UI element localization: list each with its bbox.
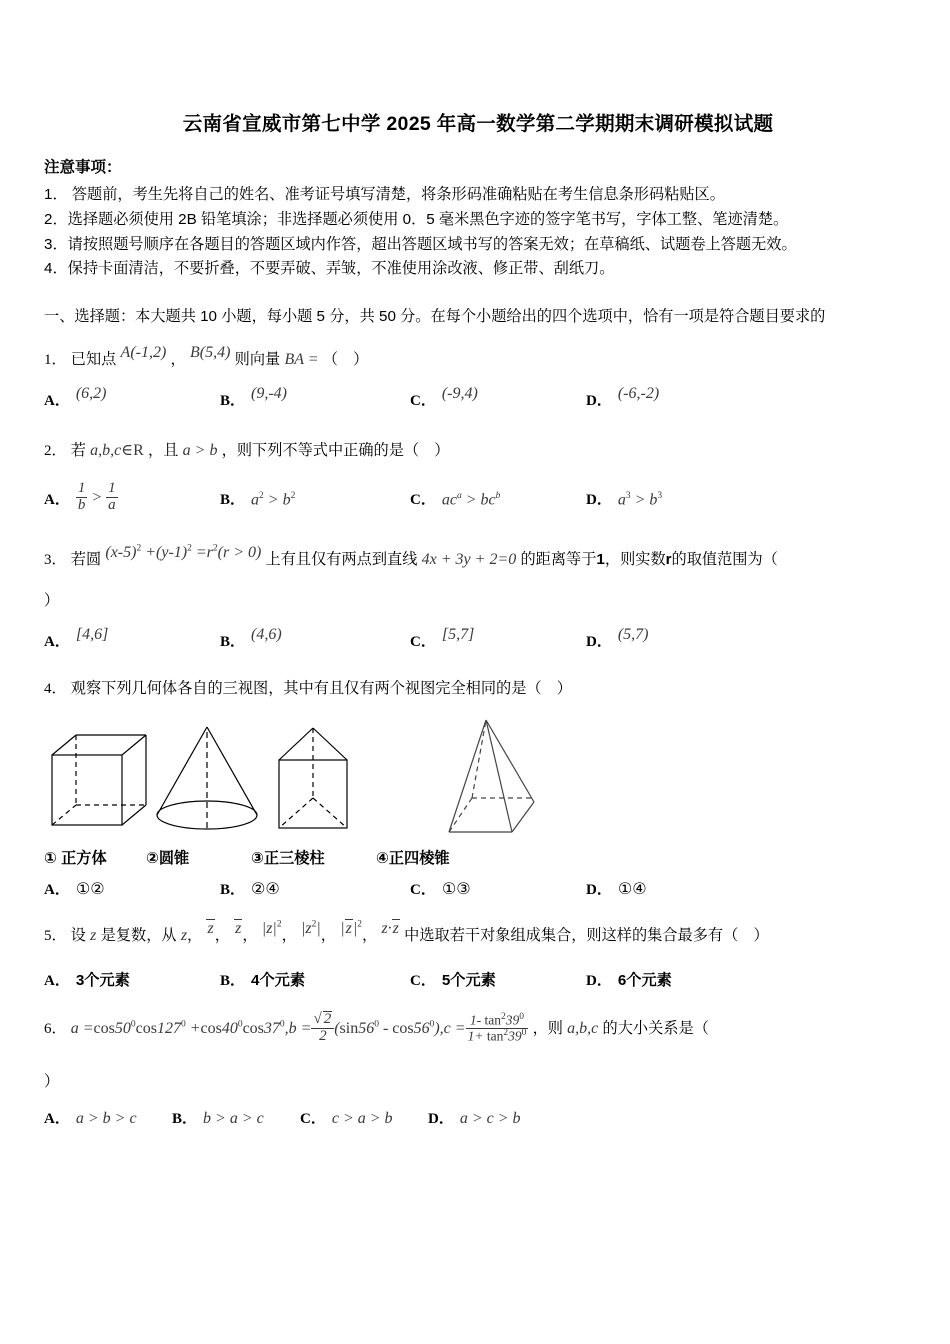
- question-1-point-a: A(-1,2): [120, 343, 167, 361]
- question-2: [44, 436, 912, 515]
- question-1-text-pre: 已知点: [70, 350, 117, 368]
- option-a-value: (6,2): [75, 385, 107, 403]
- option-a[interactable]: [44, 385, 220, 410]
- question-2-text-pre: 若: [70, 442, 86, 460]
- option-b-value: 4个元素: [251, 972, 306, 990]
- cone-figure: [157, 727, 257, 829]
- figure-caption-3: ③正三棱柱: [251, 850, 325, 868]
- option-c-value: (-9,4): [441, 385, 478, 403]
- question-5-text-post: 中选取若干对象组成集合，则这样的集合最多有（ ）: [404, 927, 769, 945]
- option-c-value: ①③: [441, 879, 471, 899]
- question-4-stem: [44, 675, 912, 704]
- option-c[interactable]: [410, 969, 586, 990]
- question-5-number: 5．: [44, 928, 67, 945]
- option-d-label: D．: [586, 973, 612, 990]
- option-c-label: C．: [410, 393, 436, 410]
- option-c-value: 5个元素: [441, 972, 496, 990]
- question-6-options: [44, 1107, 912, 1128]
- question-3-text-mid2: 的距离等于1，则实数r的取值范围为（: [520, 550, 778, 568]
- option-b-value: ②④: [251, 879, 280, 899]
- question-4-number: 4．: [44, 681, 67, 698]
- option-b-label: B．: [220, 634, 246, 651]
- question-5-stem: 5． 设 z 是复数，从 z， z， z， $|z|^2$， $|z^2|$， $|z|^2$， z·z 中选取若干对象组成集合，则这样的集合最多有（ ）: [44, 919, 769, 945]
- option-c-label: C．: [410, 973, 436, 990]
- option-c[interactable]: [410, 878, 586, 899]
- question-1-vector: BA =: [284, 350, 319, 368]
- question-1-point-b: B(5,4): [189, 343, 231, 361]
- option-b-value: (9,-4): [251, 385, 287, 403]
- question-5-var-z: z: [90, 927, 97, 945]
- option-b[interactable]: [220, 488, 410, 509]
- option-c[interactable]: [300, 1107, 428, 1128]
- notice-item: 4．保持卡面清洁，不要折叠，不要弄破、弄皱，不准使用涂改液、修正带、刮纸刀。: [44, 260, 615, 278]
- option-b-label: B．: [220, 393, 246, 410]
- option-a[interactable]: [44, 878, 220, 899]
- figure-caption-4: ④正四棱锥: [376, 850, 450, 868]
- option-d-label: D．: [428, 1110, 454, 1127]
- option-a[interactable]: [44, 969, 220, 990]
- option-a-label: A．: [44, 973, 70, 990]
- question-3-circle-equation: $(x-5)^2 +(y-1)^2 =r^2(r > 0)$: [105, 543, 262, 561]
- question-3-text-pre: 若圆: [70, 550, 102, 568]
- option-d-label: D．: [586, 882, 612, 899]
- option-c[interactable]: [410, 626, 586, 651]
- question-2-options: [44, 482, 912, 515]
- option-b-value: b > a > c: [203, 1109, 264, 1127]
- question-3-stem: [44, 545, 912, 575]
- question-5-term-7: z·z: [381, 920, 399, 938]
- option-b-label: B．: [220, 492, 246, 509]
- option-d-value: (5,7): [617, 626, 649, 644]
- figure-caption-2: ②圆锥: [146, 850, 190, 868]
- question-6-text-mid: ，则: [532, 1020, 563, 1038]
- option-a-value: $\frac{1}{b}$ > $\frac{1}{a}$: [77, 480, 116, 514]
- option-a-value: 3个元素: [75, 972, 130, 990]
- option-b-label: B．: [172, 1110, 198, 1127]
- question-4: [44, 675, 912, 899]
- question-2-vars: a,b,c∈R: [90, 442, 144, 460]
- question-2-stem: [44, 436, 912, 466]
- option-a-label: A．: [44, 1110, 70, 1127]
- option-b-value: $a^2 > b^2$: [251, 490, 296, 509]
- question-3-stem-cont: ）: [44, 592, 60, 610]
- question-5-term-1: z: [180, 927, 188, 945]
- square-pyramid-figure: [449, 720, 534, 832]
- option-a-label: A．: [44, 882, 70, 899]
- question-5: [44, 921, 912, 990]
- option-b-label: B．: [220, 973, 246, 990]
- option-d[interactable]: [586, 385, 660, 410]
- option-c-label: C．: [410, 492, 436, 509]
- option-b[interactable]: [220, 969, 410, 990]
- question-3-line-equation: 4x + 3y + 2=0: [421, 550, 517, 568]
- solids-figure-group: [44, 710, 544, 845]
- option-d[interactable]: [586, 488, 662, 509]
- option-d-label: D．: [586, 634, 612, 651]
- option-a-label: A．: [44, 634, 70, 651]
- question-5-text-pre: 设: [70, 927, 86, 945]
- question-4-text: 观察下列几何体各自的三视图，其中有且仅有两个视图完全相同的是（ ）: [70, 680, 572, 698]
- question-2-text-mid: ，且: [148, 442, 179, 460]
- option-a[interactable]: [44, 1107, 172, 1128]
- option-b-label: B．: [220, 882, 246, 899]
- option-c-value: c > a > b: [331, 1109, 393, 1127]
- question-6-number: 6．: [44, 1021, 67, 1038]
- question-5-term-4: $|z|^2$: [261, 919, 282, 938]
- option-c-label: C．: [300, 1110, 326, 1127]
- option-d-value: $a^3 > b^3$: [617, 490, 663, 509]
- notice-heading: 注意事项：: [44, 159, 122, 177]
- option-b[interactable]: [220, 626, 410, 651]
- option-d[interactable]: [586, 969, 672, 990]
- question-6-stem-cont: ）: [44, 1072, 60, 1090]
- option-c[interactable]: [410, 488, 586, 509]
- question-3-text-mid1: 上有且仅有两点到直线: [265, 550, 418, 568]
- question-1-comma: ，: [170, 350, 186, 368]
- question-6-vars: a,b,c: [567, 1020, 599, 1038]
- option-d-value: 6个元素: [617, 972, 672, 990]
- option-a-value: [4,6]: [75, 626, 109, 644]
- question-5-options: [44, 969, 912, 990]
- question-1-options: [44, 385, 912, 410]
- option-c-value: $ac^a > bc^b$: [441, 490, 501, 509]
- question-5-term-2: z: [207, 920, 214, 938]
- option-c-value: [5,7]: [441, 626, 475, 644]
- question-3: [44, 545, 912, 651]
- option-d-label: D．: [586, 492, 612, 509]
- notice-item: 3．请按照题号顺序在各题目的答题区域内作答，超出答题区域书写的答案无效；在草稿纸、试题卷上答题无效。: [44, 235, 797, 253]
- option-d[interactable]: [586, 626, 649, 651]
- question-1-text-mid: 则向量: [234, 350, 281, 368]
- question-1-number: 1．: [44, 351, 67, 368]
- question-2-condition: a > b: [182, 442, 218, 460]
- cube-figure: [52, 735, 146, 825]
- option-b[interactable]: [172, 1107, 300, 1128]
- option-d-label: D．: [586, 393, 612, 410]
- question-1-stem: [44, 345, 912, 375]
- question-5-term-6: $|z|^2$: [340, 919, 363, 938]
- option-a-value: a > b > c: [75, 1109, 137, 1127]
- question-4-options: [44, 878, 912, 899]
- page-content: [44, 112, 912, 1128]
- question-6: [44, 1012, 912, 1127]
- section-heading: 一、选择题：本大题共 10 小题，每小题 5 分，共 50 分。在每个小题给出的四个选项中，恰有一项是符合题目要求的: [44, 307, 826, 325]
- question-3-options: [44, 626, 912, 651]
- question-6-stem: [44, 1012, 912, 1046]
- option-c[interactable]: [410, 385, 586, 410]
- question-6-expression: $a =\cos 50^0\cos 127^0 +\cos 40^0\cos 37^0,b$ = $\frac{√ 2}{2}$ $(\sin 56^0 - \cos 56^0),c$ = $\frac{1- \tan^239^0}{1+ \tan^239^0}$: [70, 1011, 527, 1045]
- question-4-figure-captions: [44, 847, 912, 868]
- notice-item: 1． 答题前，考生先将自己的姓名、准考证号填写清楚，将条形码准确粘贴在考生信息条形码粘贴区。: [44, 186, 725, 204]
- question-6-text-post: 的大小关系是（: [602, 1020, 709, 1038]
- option-d-value: (-6,-2): [617, 385, 660, 403]
- figure-caption-1: ① 正方体: [44, 850, 107, 868]
- option-d-value: a > c > b: [459, 1109, 521, 1127]
- option-d[interactable]: [428, 1107, 521, 1128]
- question-1-text-post: （ ）: [322, 350, 369, 368]
- option-a-value: ①②: [75, 879, 105, 899]
- page-title: 云南省宣威市第七中学 2025 年高一数学第二学期期末调研模拟试题: [182, 113, 774, 135]
- question-5-text-mid: 是复数，从: [100, 927, 177, 945]
- triangular-prism-figure: [279, 728, 347, 828]
- option-b[interactable]: [220, 878, 410, 899]
- question-1: [44, 345, 912, 410]
- option-d-value: ①④: [617, 879, 647, 899]
- option-b-value: (4,6): [251, 626, 282, 644]
- question-5-term-3: z: [235, 920, 242, 938]
- question-2-number: 2．: [44, 443, 67, 460]
- notice-item: 2．选择题必须使用 2B 铅笔填涂；非选择题必须使用 0．5 毫米黑色字迹的签字笔书写，字体工整、笔迹清楚。: [44, 210, 789, 228]
- question-4-figures: [44, 710, 912, 845]
- option-a[interactable]: [44, 626, 220, 651]
- question-5-term-5: $|z^2|$: [301, 919, 321, 938]
- option-d[interactable]: [586, 878, 647, 899]
- question-2-text-post: ，则下列不等式中正确的是（ ）: [221, 442, 450, 460]
- option-a[interactable]: [44, 482, 220, 515]
- option-a-label: A．: [44, 393, 70, 410]
- option-b[interactable]: [220, 385, 410, 410]
- option-c-label: C．: [410, 634, 436, 651]
- question-3-number: 3．: [44, 551, 67, 568]
- option-c-label: C．: [410, 882, 436, 899]
- option-a-label: A．: [44, 492, 70, 509]
